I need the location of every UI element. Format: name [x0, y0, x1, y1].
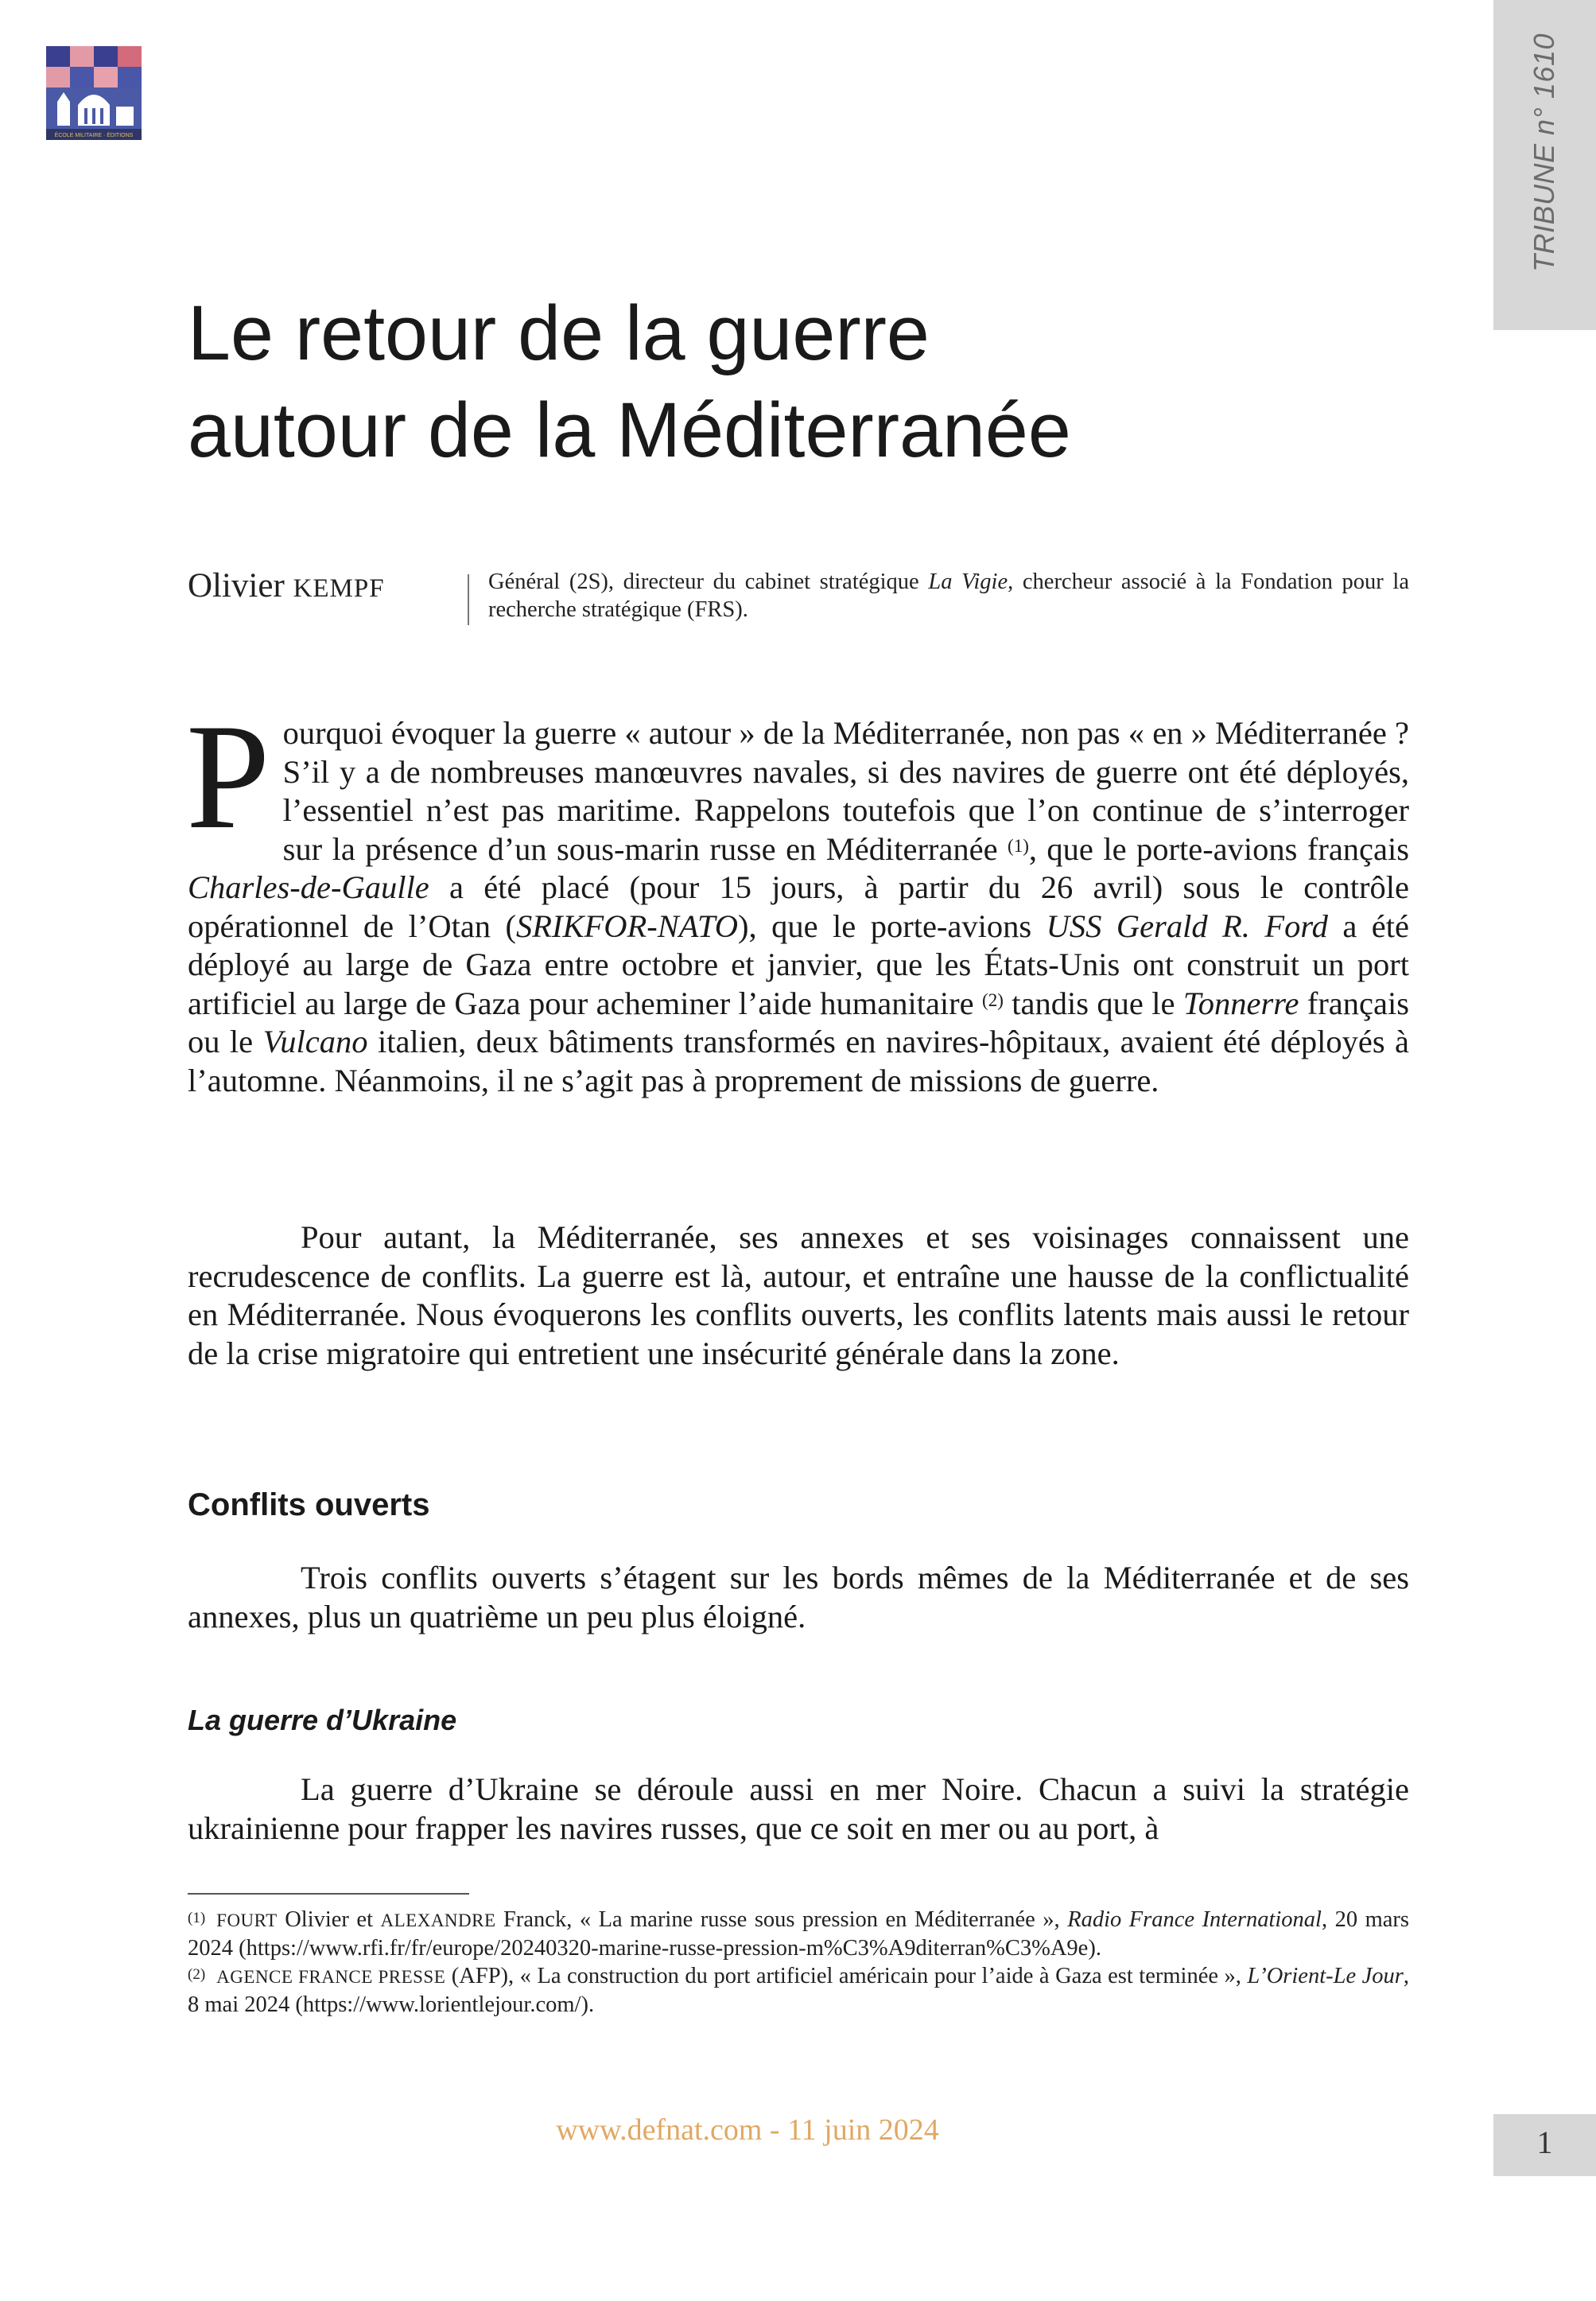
author-bio — [488, 568, 1409, 624]
footnotes — [188, 1906, 1409, 2019]
publication-logo — [46, 46, 142, 140]
author-bio-italic: La Vigie — [928, 569, 1008, 594]
footnote-1-text-2: Franck, « La marine russe sous pression en Méditerranée », — [495, 1907, 1068, 1932]
footnote-1-text-1: Olivier et — [277, 1907, 381, 1932]
intro-text-5: a été déployé au large de Gaza entre octobre et janvier, que les États-Unis ont construit un port artificiel au large de Gaza pour acheminer l’aide humanitaire — [188, 908, 1409, 1021]
footnote-1-author-2: ALEXANDRE — [380, 1910, 496, 1930]
footnote-2-source: L’Orient-Le Jour — [1247, 1964, 1404, 1988]
ship-name-charles-de-gaulle: Charles-de-Gaulle — [188, 869, 429, 905]
page-number: 1 — [1536, 2124, 1553, 2160]
intro-text-6: tandis que le — [1003, 985, 1183, 1021]
author-last-name: KEMPF — [293, 574, 385, 603]
intro-text-1: ourquoi évoquer la guerre « autour » de la Méditerranée, non pas « en » Méditerranée ? S’il y a de nombreuses manœuvres navales, si des navires de guerre ont été déployés, l’essentiel n’est pas maritime. Rappelons toutefois que l’on continue de s’interroger sur la présence d’un sous-marin russe en Méditerranée — [282, 715, 1409, 867]
operation-name-srikfor: SRIKFOR-NATO — [516, 908, 738, 944]
footnote-1-mark: (1) — [188, 1910, 206, 1926]
article-title-line-2: autour de la Méditerranée — [188, 387, 1071, 473]
footnote-1 — [188, 1906, 1409, 1962]
footnote-1-source: Radio France International — [1067, 1907, 1322, 1932]
ship-name-vulcano: Vulcano — [262, 1024, 368, 1059]
footnote-ref-1[interactable]: (1) — [1008, 835, 1029, 856]
intro-paragraph — [186, 694, 1410, 1100]
article-title-line-1: Le retour de la guerre — [188, 290, 930, 376]
subsection-heading-ukraine: La guerre d’Ukraine — [188, 1704, 457, 1736]
ship-name-tonnerre: Tonnerre — [1182, 985, 1299, 1021]
footnote-2-author: AGENCE FRANCE PRESSE — [216, 1967, 446, 1987]
intro-text-4: ), que le porte-avions — [738, 908, 1047, 944]
footnote-1-author-1: FOURT — [216, 1910, 278, 1930]
author-first-name: Olivier — [188, 567, 293, 604]
paragraph-3: Trois conflits ouverts s’étagent sur les bords mêmes de la Méditerranée et de ses annexes, plus un quatrième un peu plus éloigné. — [188, 1560, 1409, 1634]
drop-cap: P — [186, 694, 270, 861]
tribune-number-label: TRIBUNE n° 1610 — [1528, 33, 1560, 273]
ship-name-uss-gerald-ford: USS Gerald R. Ford — [1046, 908, 1328, 944]
building-logo-icon — [46, 46, 142, 140]
footnote-2-text-1: (AFP), « La construction du port artificiel américain pour l’aide à Gaza est terminée », — [445, 1964, 1248, 1988]
intro-text-2: , que le porte-avions français — [1028, 830, 1410, 867]
intro-text-7: français ou le — [188, 985, 1409, 1059]
logo-caption: ÉCOLE MILITAIRE · ÉDITIONS — [54, 133, 134, 138]
page-number-box — [1493, 2114, 1596, 2176]
author-bio-text-2: , chercheur associé à la Fondation pour la recherche stratégique (FRS). — [488, 569, 1409, 622]
intro-text-8: italien, deux bâtiments transformés en navires-hôpitaux, avaient été déployés à l’automne. Néanmoins, il ne s’agit pas à proprement de missions de guerre. — [188, 1024, 1409, 1098]
author-divider — [468, 574, 469, 625]
paragraph-4: La guerre d’Ukraine se déroule aussi en mer Noire. Chacun a suivi la stratégie ukrainienne pour frapper les navires russes, que ce soit en mer ou au port, à — [188, 1771, 1409, 1846]
tribune-side-tab — [1493, 0, 1596, 330]
footnote-2 — [188, 1962, 1409, 2019]
section-heading-conflits-ouverts: Conflits ouverts — [188, 1487, 430, 1522]
footnote-ref-2[interactable]: (2) — [982, 989, 1004, 1010]
author-name — [188, 566, 385, 605]
footnote-2-text-2[interactable]: , 8 mai 2024 (https://www.lorientlejour.com/). — [188, 1964, 1409, 2017]
footnote-2-mark: (2) — [188, 1966, 206, 1983]
footer-url-date[interactable]: www.defnat.com - 11 juin 2024 — [556, 2113, 939, 2147]
intro-text-3: a été placé (pour 15 jours, à partir du 26 avril) sous le contrôle opérationnel de l’Otan ( — [188, 869, 1409, 944]
footnote-divider — [188, 1893, 469, 1895]
article-title — [188, 285, 1380, 479]
author-bio-text: Général (2S), directeur du cabinet stratégique — [488, 569, 929, 594]
paragraph-2: Pour autant, la Méditerranée, ses annexes et ses voisinages connaissent une recrudescence de conflits. La guerre est là, autour, et entraîne une hausse de la conflictualité en Méditerranée. Nous évoquerons les conflits ouverts, les conflits latents mais aussi le retour de la crise migratoire qui entretient une insécurité générale dans la zone. — [188, 1219, 1409, 1371]
footnote-1-text-3[interactable]: , 20 mars 2024 (https://www.rfi.fr/fr/europe/20240320-marine-russe-pression-m%C3%A9diterran%C3%A9e). — [188, 1907, 1410, 1961]
